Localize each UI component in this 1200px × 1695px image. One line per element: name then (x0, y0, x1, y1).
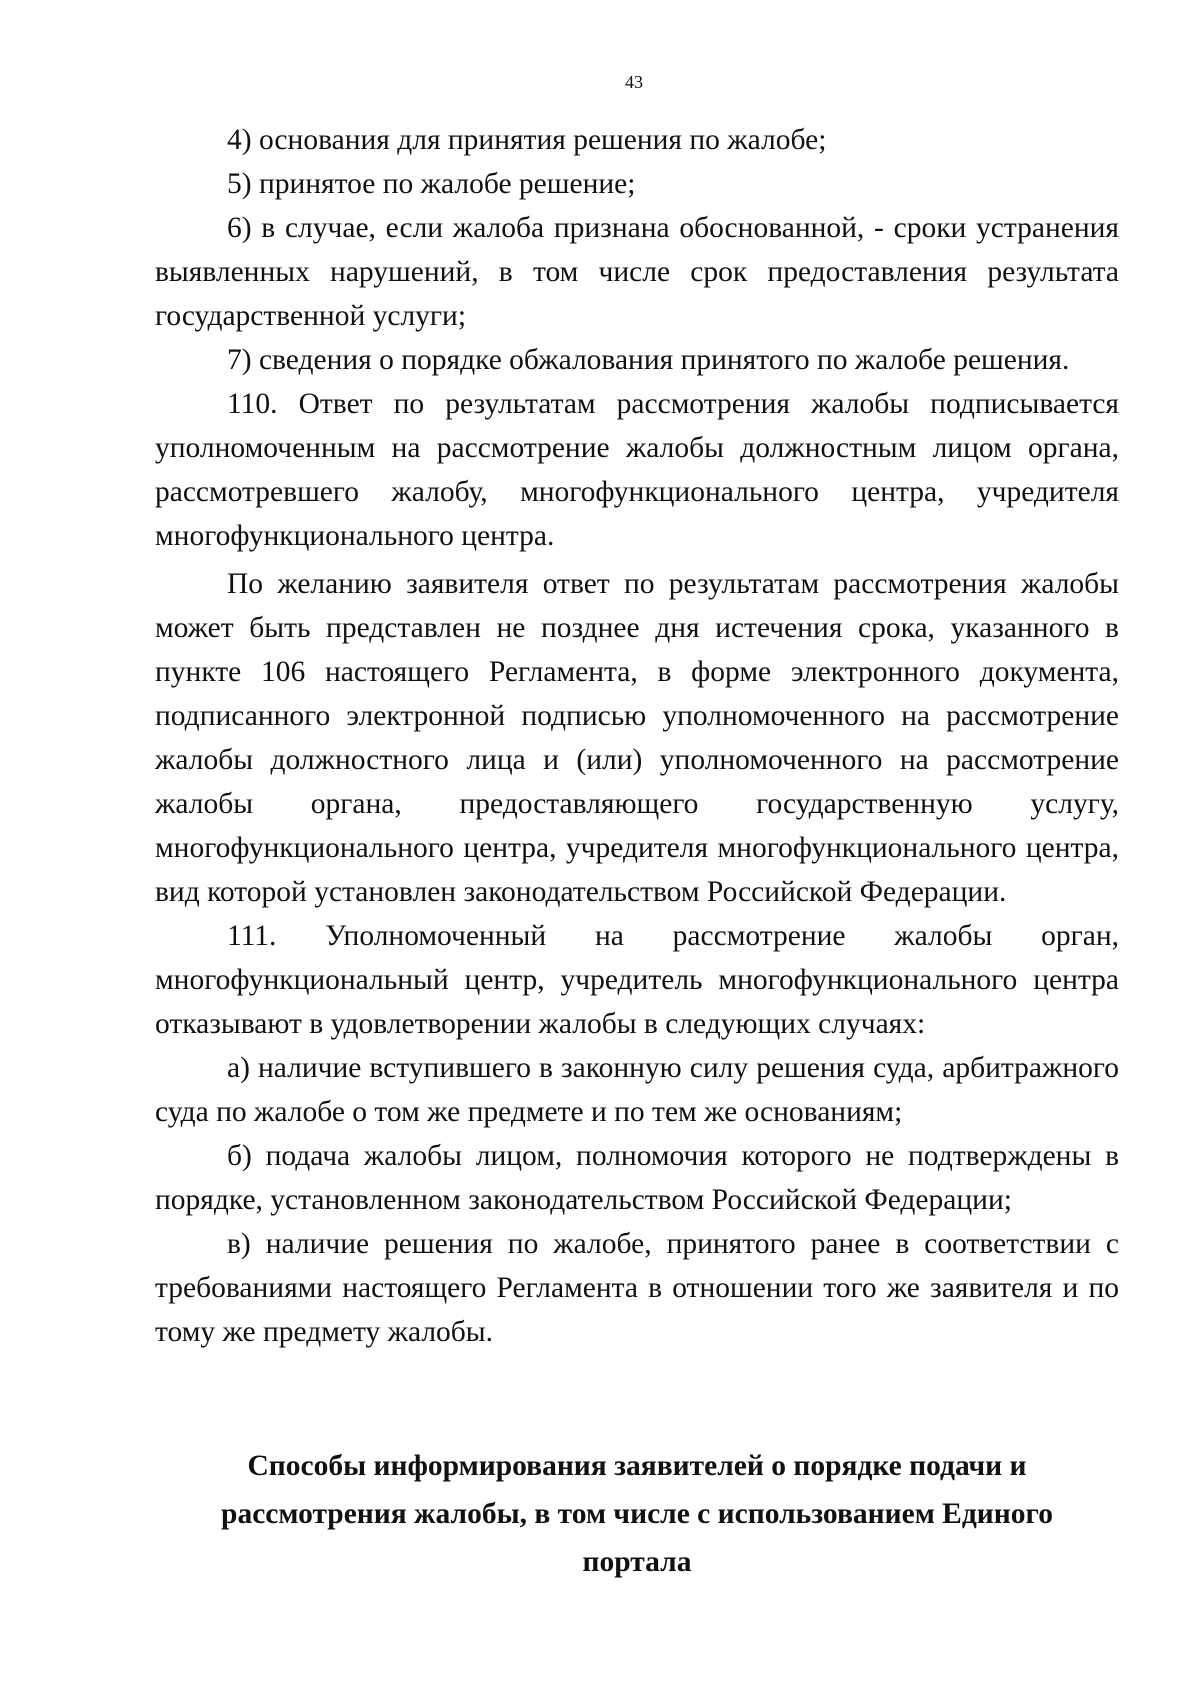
section-heading-line-1: Способы информирования заявителей о порядке подачи и (247, 1450, 1027, 1482)
section-heading-line-2: рассмотрения жалобы, в том числе с использованием Единого (221, 1498, 1053, 1530)
paragraph-item-6: 6) в случае, если жалоба признана обоснованной, - сроки устранения выявленных нарушений, в том числе срок предоставления результата государственной услуги; (155, 212, 1119, 332)
paragraph-111-b: б) подача жалобы лицом, полномочия которого не подтверждены в порядке, установленном законодательством Российской Федерации; (155, 1140, 1119, 1216)
page-number: 43 (625, 72, 643, 92)
paragraph-item-7: 7) сведения о порядке обжалования принятого по жалобе решения. (227, 344, 1070, 376)
paragraph-111: 111. Уполномоченный на рассмотрение жалобы орган, многофункциональный центр, учредитель многофункционального центра отказывают в удовлетворении жалобы в следующих случаях: (155, 920, 1119, 1040)
paragraph-111-v: в) наличие решения по жалобе, принятого ранее в соответствии с требованиями настоящего Регламента в отношении того же заявителя и по тому же предмету жалобы. (155, 1228, 1119, 1348)
paragraph-110: 110. Ответ по результатам рассмотрения жалобы подписывается уполномоченным на рассмотрение жалобы должностным лицом органа, рассмотревшего жалобу, многофункционального центра, учредителя многофункционального центра. (155, 388, 1119, 552)
section-heading-line-3: портала (582, 1546, 692, 1578)
paragraph-response-form: По желанию заявителя ответ по результатам рассмотрения жалобы может быть представлен не позднее дня истечения срока, указанного в пункте 106 настоящего Регламента, в форме электронного документа, подписанного электронной подписью уполномоченного на рассмотрение жалобы должностного лица и (или) уполномоченного на рассмотрение жалобы органа, предоставляющего государственную услугу, многофункционального центра, учредителя многофункционального центра, вид которой установлен законодательством Российской Федерации. (155, 568, 1119, 908)
paragraph-111-a: а) наличие вступившего в законную силу решения суда, арбитражного суда по жалобе о том же предмете и по тем же основаниям; (155, 1052, 1119, 1128)
section-heading (155, 1442, 1119, 1586)
document-body (155, 118, 1119, 1354)
paragraph-item-5: 5) принятое по жалобе решение; (227, 168, 636, 200)
paragraph-item-4: 4) основания для принятия решения по жалобе; (227, 124, 827, 156)
